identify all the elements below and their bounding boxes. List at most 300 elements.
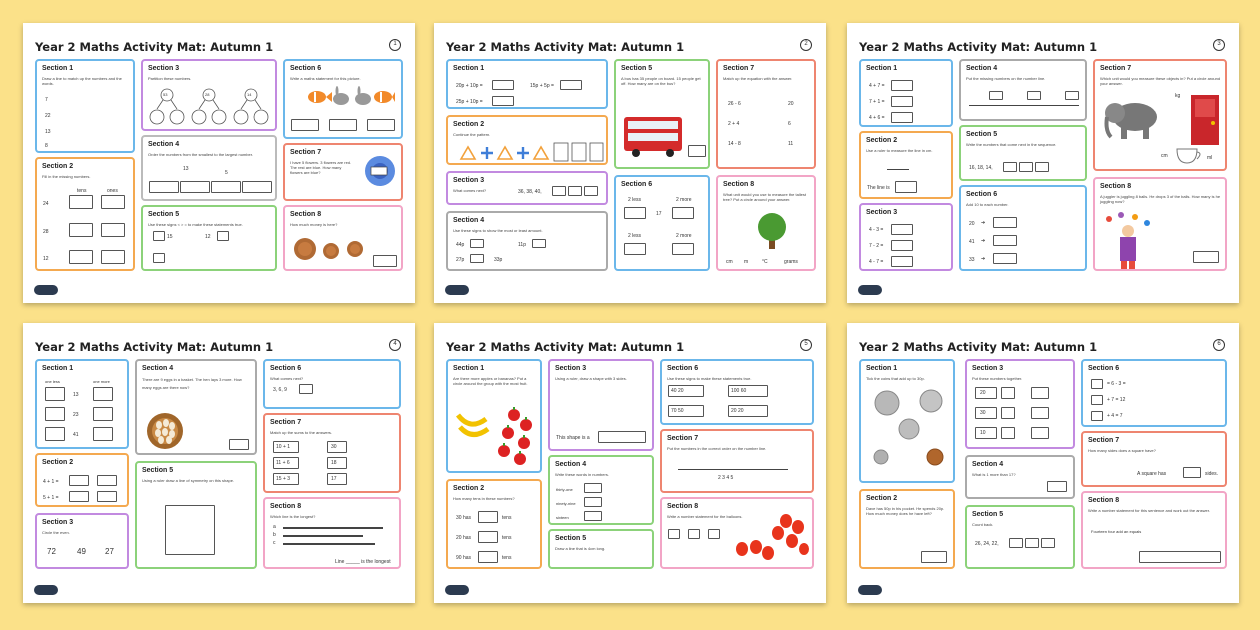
section-instruction: Add 10 to each number. bbox=[966, 202, 1009, 207]
answer-box[interactable] bbox=[568, 186, 582, 196]
number-word: sixteen bbox=[556, 515, 569, 520]
section-8 bbox=[1081, 491, 1227, 569]
number-line bbox=[969, 105, 1079, 106]
equation: = 6 - 3 = bbox=[1107, 381, 1126, 387]
section-heading: Section 8 bbox=[667, 503, 699, 510]
section-3 bbox=[35, 513, 129, 569]
section-heading: Section 5 bbox=[148, 211, 180, 218]
section-7 bbox=[283, 143, 403, 201]
arrow-icon: ➔ bbox=[981, 256, 986, 262]
section-heading: Section 4 bbox=[148, 141, 180, 148]
section-8 bbox=[283, 205, 403, 271]
equation: 7 + 1 = bbox=[869, 99, 885, 105]
section-4 bbox=[446, 211, 608, 271]
section-instruction: I have 5 flowers. 3 flowers are red. The rest are blue. How many flowers are blue? bbox=[290, 160, 352, 175]
section-4 bbox=[965, 455, 1075, 499]
section-5 bbox=[614, 59, 710, 169]
equation: 26 - 6 bbox=[728, 101, 741, 107]
number-item: 30 bbox=[980, 410, 986, 416]
answer-box[interactable] bbox=[478, 531, 498, 543]
fish-and-rabbit-icon bbox=[305, 83, 395, 109]
unit-option: grams bbox=[784, 259, 798, 265]
section-8 bbox=[263, 497, 401, 569]
answer-box[interactable] bbox=[101, 223, 125, 237]
section-heading: Section 3 bbox=[555, 365, 587, 372]
number-item: 15 bbox=[167, 234, 173, 240]
mat-number: 2 bbox=[800, 39, 812, 51]
row-label: 12 bbox=[43, 256, 49, 262]
section-7 bbox=[1081, 431, 1227, 487]
answer-box[interactable] bbox=[560, 80, 582, 90]
answer-box[interactable] bbox=[478, 511, 498, 523]
section-1 bbox=[35, 359, 129, 449]
number-item: 17 bbox=[656, 211, 662, 217]
answer-box[interactable] bbox=[993, 253, 1017, 264]
comparison: 40 20 bbox=[671, 388, 684, 394]
answer-box[interactable] bbox=[891, 96, 913, 107]
equation: 10 + 1 bbox=[276, 444, 291, 450]
answer-box[interactable] bbox=[101, 250, 125, 264]
answer-box[interactable] bbox=[1001, 407, 1015, 419]
sentence: Fourteen four add an equals bbox=[1091, 529, 1142, 534]
unit-label: tens bbox=[502, 515, 512, 521]
section-instruction: Use a ruler to measure the line in cm. bbox=[866, 148, 933, 153]
section-heading: Section 3 bbox=[866, 209, 898, 216]
equation: 15p + 5p = bbox=[530, 83, 554, 89]
answer-box[interactable] bbox=[1031, 407, 1049, 419]
balloons-icon bbox=[732, 513, 810, 567]
answer-box[interactable] bbox=[217, 231, 229, 241]
section-6 bbox=[1081, 359, 1227, 427]
section-heading: Section 7 bbox=[1100, 65, 1132, 72]
bananas-and-apples-icon bbox=[454, 405, 538, 469]
section-heading: Section 3 bbox=[42, 519, 74, 526]
section-instruction: Tick the coins that add up to 30p. bbox=[866, 376, 925, 381]
answer-box[interactable] bbox=[668, 529, 680, 539]
number-box bbox=[975, 407, 997, 419]
answer: 17 bbox=[331, 476, 337, 482]
answer-box[interactable] bbox=[688, 529, 700, 539]
equation: 7 - 2 = bbox=[869, 243, 884, 249]
answer-box[interactable] bbox=[598, 431, 646, 443]
answer-label: sides. bbox=[1205, 471, 1219, 477]
line-label-a: a bbox=[273, 524, 276, 530]
section-heading: Section 6 bbox=[621, 181, 653, 188]
row-label: 24 bbox=[43, 201, 49, 207]
number-word: thirty-one bbox=[556, 487, 573, 492]
col-head: 2 more bbox=[676, 197, 692, 203]
section-5 bbox=[959, 125, 1087, 181]
answer-box[interactable] bbox=[1065, 91, 1079, 100]
section-6 bbox=[263, 359, 401, 409]
number-item: 20 has bbox=[456, 535, 472, 541]
number-item: 11p bbox=[518, 242, 526, 248]
answer-label: This shape is a bbox=[556, 435, 590, 441]
section-instruction: Which unit would you measure these objects in? Put a circle around your answer. bbox=[1100, 76, 1221, 86]
number-item: 8 bbox=[45, 143, 48, 149]
section-instruction: Put these numbers together. bbox=[972, 376, 1023, 381]
answer-box[interactable] bbox=[69, 195, 93, 209]
red-bus-icon bbox=[622, 113, 686, 157]
number-box bbox=[975, 387, 997, 399]
section-instruction: Write the numbers that come next in the sequence. bbox=[966, 142, 1057, 147]
answer-box[interactable] bbox=[1047, 481, 1067, 492]
number-item: 13 bbox=[45, 129, 51, 135]
equation: 11 + 6 bbox=[276, 460, 290, 466]
sequence: 26, 24, 22, bbox=[975, 541, 999, 547]
answer-box[interactable] bbox=[101, 195, 125, 209]
answer-box[interactable] bbox=[624, 243, 646, 255]
twinkl-logo-icon bbox=[858, 585, 882, 595]
section-heading: Section 1 bbox=[866, 65, 898, 72]
unit-option: °C bbox=[762, 259, 768, 265]
twinkl-logo-icon bbox=[445, 285, 469, 295]
section-heading: Section 3 bbox=[972, 365, 1004, 372]
answer-box[interactable] bbox=[584, 483, 602, 493]
answer-box[interactable] bbox=[367, 119, 395, 131]
answer-box[interactable] bbox=[1031, 387, 1049, 399]
section-1 bbox=[446, 359, 542, 473]
elephant-icon bbox=[1103, 97, 1163, 141]
number-item: 72 bbox=[47, 547, 56, 556]
unit-label: tens bbox=[502, 535, 512, 541]
answer-box[interactable] bbox=[69, 475, 89, 486]
answer-box[interactable] bbox=[69, 250, 93, 264]
answer-box[interactable] bbox=[153, 231, 165, 241]
section-instruction: Are there more apples or bananas? Put a circle around the group with the most fruit. bbox=[453, 376, 528, 386]
number-item: 2 3 4 5 bbox=[718, 475, 734, 481]
section-instruction: Use these signs to show the most or least amount. bbox=[453, 228, 543, 233]
number-item: 27p bbox=[456, 257, 465, 263]
mat-title: Year 2 Maths Activity Mat: Autumn 1 bbox=[35, 40, 274, 54]
answer-box[interactable] bbox=[1035, 162, 1049, 172]
answer-box[interactable] bbox=[1091, 395, 1103, 405]
section-heading: Section 2 bbox=[866, 137, 898, 144]
answer-box[interactable] bbox=[1003, 162, 1017, 172]
section-6 bbox=[283, 59, 403, 139]
section-heading: Section 1 bbox=[453, 365, 485, 372]
answer-box[interactable] bbox=[69, 223, 93, 237]
col-head: one more bbox=[93, 379, 110, 384]
answer-box[interactable] bbox=[891, 80, 913, 91]
match-box[interactable] bbox=[327, 473, 347, 485]
section-instruction: Using a ruler, draw a shape with 3 sides. bbox=[555, 376, 627, 381]
answer-box[interactable] bbox=[93, 427, 113, 441]
section-6 bbox=[660, 359, 814, 425]
coins-icon bbox=[869, 387, 949, 477]
activity-mat-6 bbox=[847, 323, 1239, 603]
number-item: 90 has bbox=[456, 555, 472, 561]
number-item: 28 bbox=[205, 92, 210, 97]
answer-label: The line is bbox=[867, 185, 890, 191]
mat-title: Year 2 Maths Activity Mat: Autumn 1 bbox=[446, 340, 685, 354]
number-item: 12 bbox=[205, 234, 211, 240]
section-heading: Section 8 bbox=[723, 181, 755, 188]
section-instruction: Circle the even. bbox=[42, 530, 70, 535]
section-2 bbox=[859, 131, 953, 199]
section-heading: Section 6 bbox=[966, 191, 998, 198]
answer-box[interactable] bbox=[299, 384, 313, 394]
answer-box[interactable] bbox=[45, 427, 65, 441]
line-label-c: c bbox=[273, 540, 276, 546]
number-line bbox=[678, 469, 788, 470]
answer-box[interactable] bbox=[895, 181, 917, 193]
equation: 14 - 8 bbox=[728, 141, 741, 147]
match-box[interactable] bbox=[327, 441, 347, 453]
door-icon bbox=[1189, 93, 1221, 147]
egg-basket-icon bbox=[145, 411, 185, 451]
section-instruction: There are 9 eggs in a basket. The hen lays 3 more. How many eggs are there now? bbox=[142, 377, 242, 390]
answer-box[interactable] bbox=[93, 387, 113, 401]
section-heading: Section 7 bbox=[270, 419, 302, 426]
answer-box[interactable] bbox=[584, 497, 602, 507]
section-instruction: Partition these numbers. bbox=[148, 76, 192, 81]
shape-pattern-icon bbox=[454, 141, 604, 163]
answer-box[interactable] bbox=[624, 207, 646, 219]
answer-box[interactable] bbox=[1041, 538, 1055, 548]
twinkl-logo-icon bbox=[34, 285, 58, 295]
answer-box[interactable] bbox=[584, 511, 602, 521]
number-item: 22 bbox=[45, 113, 51, 119]
answer-box[interactable] bbox=[97, 491, 117, 502]
number-item: 10 bbox=[980, 430, 986, 436]
col-head: 2 less bbox=[628, 233, 642, 239]
section-1 bbox=[446, 59, 608, 109]
section-2 bbox=[35, 453, 129, 507]
number-item: 7 bbox=[45, 97, 48, 103]
section-4 bbox=[135, 359, 257, 455]
activity-mat-4 bbox=[23, 323, 415, 603]
section-instruction: Fill in the missing numbers. bbox=[42, 174, 91, 179]
section-instruction: What comes next? bbox=[453, 188, 487, 193]
answer-box[interactable] bbox=[708, 529, 720, 539]
twinkl-logo-icon bbox=[34, 585, 58, 595]
section-heading: Section 7 bbox=[1088, 437, 1120, 444]
answer-box[interactable] bbox=[45, 407, 65, 421]
mat-title: Year 2 Maths Activity Mat: Autumn 1 bbox=[35, 340, 274, 354]
match-box[interactable] bbox=[327, 457, 347, 469]
section-heading: Section 2 bbox=[866, 495, 898, 502]
arrow-icon: ➔ bbox=[981, 238, 986, 244]
section-heading: Section 1 bbox=[866, 365, 898, 372]
section-8 bbox=[1093, 177, 1227, 271]
answer-box[interactable] bbox=[891, 256, 913, 267]
number-item: 23 bbox=[73, 412, 79, 418]
section-3 bbox=[965, 359, 1075, 449]
answer-box[interactable] bbox=[242, 181, 272, 193]
section-heading: Section 3 bbox=[148, 65, 180, 72]
col-head: tens bbox=[77, 188, 87, 194]
section-instruction: Using a ruler draw a line of symmetry on this shape. bbox=[142, 478, 235, 483]
number-item: 41 bbox=[969, 239, 975, 245]
number-item: 13 bbox=[183, 166, 189, 172]
section-instruction: Draw a line to match up the numbers and the words. bbox=[42, 76, 122, 86]
section-instruction: Order the numbers from the smallest to the largest number. bbox=[148, 152, 253, 157]
answer-box[interactable] bbox=[1139, 551, 1221, 563]
section-heading: Section 8 bbox=[1088, 497, 1120, 504]
mat-number: 4 bbox=[389, 339, 401, 351]
section-3 bbox=[548, 359, 654, 451]
col-head: 2 less bbox=[628, 197, 642, 203]
equation: 15 + 3 bbox=[276, 476, 291, 482]
answer-box[interactable] bbox=[180, 181, 210, 193]
section-heading: Section 7 bbox=[723, 65, 755, 72]
section-instruction: Write a number statement for this sentence and work out the answer. bbox=[1088, 508, 1210, 513]
mat-number: 1 bbox=[389, 39, 401, 51]
answer-box[interactable] bbox=[291, 119, 319, 131]
number-box bbox=[975, 427, 997, 439]
answer-box[interactable] bbox=[1091, 411, 1103, 421]
answer-box[interactable] bbox=[891, 112, 913, 123]
section-3 bbox=[446, 171, 608, 205]
answer-box[interactable] bbox=[552, 186, 566, 196]
section-heading: Section 7 bbox=[290, 149, 322, 156]
answer-box[interactable] bbox=[211, 181, 241, 193]
equation: 25p + 10p = bbox=[456, 99, 483, 105]
section-heading: Section 4 bbox=[966, 65, 998, 72]
answer-box[interactable] bbox=[492, 96, 514, 106]
teacup-icon bbox=[1175, 145, 1205, 165]
section-1 bbox=[35, 59, 135, 153]
number-word: ninety-nine bbox=[556, 501, 576, 506]
answer-box[interactable] bbox=[478, 551, 498, 563]
section-2 bbox=[859, 489, 955, 569]
answer-box[interactable] bbox=[989, 91, 1003, 100]
section-instruction: Match up the sums to the answers. bbox=[270, 430, 333, 435]
section-heading: Section 2 bbox=[42, 459, 74, 466]
answer-box[interactable] bbox=[492, 80, 514, 90]
answer-box[interactable] bbox=[891, 224, 913, 235]
section-instruction: Use these signs < > = to make these statements true. bbox=[148, 222, 243, 227]
section-5 bbox=[141, 205, 277, 271]
answer-box[interactable] bbox=[1031, 427, 1049, 439]
section-heading: Section 4 bbox=[142, 365, 174, 372]
section-heading: Section 5 bbox=[966, 131, 998, 138]
answer-box[interactable] bbox=[672, 207, 694, 219]
section-heading: Section 5 bbox=[142, 467, 174, 474]
answer-box[interactable] bbox=[1001, 387, 1015, 399]
section-heading: Section 6 bbox=[290, 65, 322, 72]
answer-box[interactable] bbox=[532, 239, 546, 248]
answer-box[interactable] bbox=[1025, 538, 1039, 548]
answer-box[interactable] bbox=[1009, 538, 1023, 548]
section-7 bbox=[263, 413, 401, 493]
answer-box[interactable] bbox=[921, 551, 947, 563]
comparison: 70 50 bbox=[671, 408, 684, 414]
section-heading: Section 6 bbox=[667, 365, 699, 372]
section-8 bbox=[716, 175, 816, 271]
answer-box[interactable] bbox=[470, 239, 484, 248]
section-3 bbox=[859, 203, 953, 271]
section-heading: Section 2 bbox=[453, 485, 485, 492]
coins-icon bbox=[293, 235, 367, 265]
equation: 4 - 7 = bbox=[869, 259, 884, 265]
section-heading: Section 6 bbox=[1088, 365, 1120, 372]
square-shape bbox=[165, 505, 215, 555]
answer-box[interactable] bbox=[891, 240, 913, 251]
answer-box[interactable] bbox=[1001, 427, 1015, 439]
sequence: 36, 38, 40, bbox=[518, 189, 542, 195]
answer-box[interactable] bbox=[993, 235, 1017, 246]
section-instruction: Write a maths statement for this picture. bbox=[290, 76, 361, 81]
unit-option: kg bbox=[1175, 93, 1181, 99]
col-head: one less bbox=[45, 379, 60, 384]
number-item: 14 bbox=[247, 92, 252, 97]
equation: + 4 = 7 bbox=[1107, 413, 1123, 419]
mat-number: 3 bbox=[1213, 39, 1225, 51]
mat-number: 6 bbox=[1213, 339, 1225, 351]
answer-box[interactable] bbox=[1091, 379, 1103, 389]
answer-box[interactable] bbox=[93, 407, 113, 421]
answer-box[interactable] bbox=[470, 254, 484, 263]
tree-icon bbox=[752, 211, 792, 251]
answer-box[interactable] bbox=[45, 387, 65, 401]
answer-box[interactable] bbox=[688, 145, 706, 157]
unit-option: m bbox=[744, 259, 749, 265]
equation: 5 + 1 = bbox=[43, 495, 59, 501]
number-item: 20 bbox=[980, 390, 986, 396]
equation: 4 - 3 = bbox=[869, 227, 884, 233]
comparison: 20 20 bbox=[731, 408, 744, 414]
section-5 bbox=[965, 505, 1075, 569]
answer-box[interactable] bbox=[329, 119, 357, 131]
mat-number: 5 bbox=[800, 339, 812, 351]
answer-box[interactable] bbox=[149, 181, 179, 193]
answer-box[interactable] bbox=[993, 217, 1017, 228]
section-instruction: Use these signs to make these statements true. bbox=[667, 376, 752, 381]
activity-mat-2 bbox=[434, 23, 826, 303]
number-item: 41 bbox=[73, 432, 79, 438]
activity-mat-5 bbox=[434, 323, 826, 603]
answer-box[interactable] bbox=[1027, 91, 1041, 100]
unit-label: tens bbox=[502, 555, 512, 561]
section-heading: Section 8 bbox=[290, 211, 322, 218]
unit-option: ml bbox=[1207, 155, 1213, 161]
answer-box[interactable] bbox=[69, 491, 89, 502]
answer-box[interactable] bbox=[672, 243, 694, 255]
section-instruction: Match up the equation with the answer. bbox=[723, 76, 793, 81]
number-item: 53 bbox=[163, 92, 168, 97]
section-instruction: Which line is the longest? bbox=[270, 514, 316, 519]
answer: 20 bbox=[788, 101, 794, 107]
number-item: 27 bbox=[105, 547, 114, 556]
answer-box[interactable] bbox=[153, 253, 165, 263]
section-5 bbox=[548, 529, 654, 569]
equation: + 7 = 12 bbox=[1107, 397, 1126, 403]
section-2 bbox=[35, 157, 135, 271]
section-6 bbox=[959, 185, 1087, 271]
answer-box[interactable] bbox=[1183, 467, 1201, 478]
answer-box[interactable] bbox=[1193, 251, 1219, 263]
section-heading: Section 5 bbox=[972, 511, 1004, 518]
answer-box[interactable] bbox=[229, 439, 249, 450]
answer-box[interactable] bbox=[97, 475, 117, 486]
answer-box[interactable] bbox=[373, 255, 397, 267]
unit-option: cm bbox=[1161, 153, 1168, 159]
section-instruction: A juggler is juggling 8 balls. He drops 3 of the balls. How many is he juggling now? bbox=[1100, 194, 1221, 204]
juggler-icon bbox=[1103, 211, 1153, 269]
section-5 bbox=[135, 461, 257, 569]
partition-diagram-icon bbox=[149, 87, 273, 127]
answer-box[interactable] bbox=[1019, 162, 1033, 172]
section-7 bbox=[1093, 59, 1227, 171]
section-instruction: How many tens in these numbers? bbox=[453, 496, 515, 501]
section-heading: Section 3 bbox=[453, 177, 485, 184]
col-head: 2 more bbox=[676, 233, 692, 239]
comparison: 100 60 bbox=[731, 388, 747, 394]
mat-title: Year 2 Maths Activity Mat: Autumn 1 bbox=[859, 40, 1098, 54]
answer-box[interactable] bbox=[584, 186, 598, 196]
